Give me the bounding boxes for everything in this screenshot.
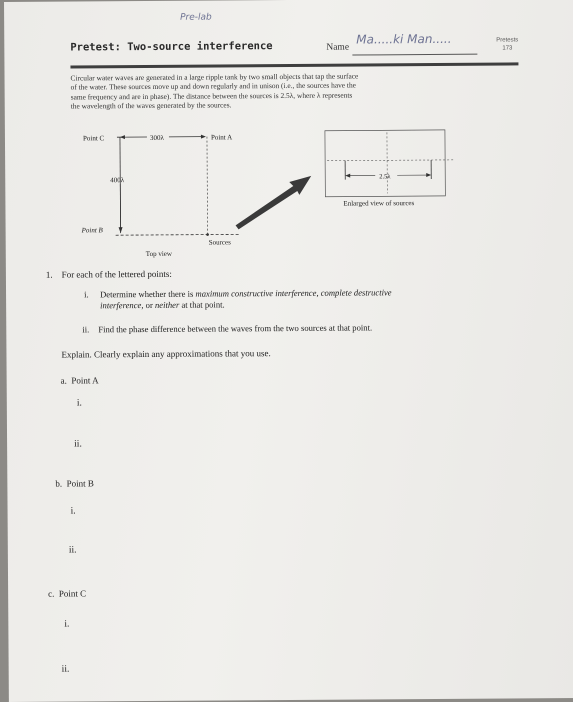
worksheet-page: [4, 0, 573, 702]
dist-25-label: 2.5λ: [379, 173, 391, 180]
top-view: [80, 133, 241, 258]
item-i-text-e: interference: [100, 300, 141, 310]
enlarged-frame: [325, 130, 445, 197]
intro-line: Circular water waves are generated in a large ripple tank by two small objects that tap the surface: [71, 71, 461, 83]
arrow-left-small: [345, 174, 350, 178]
top-view-label: Top view: [146, 250, 173, 258]
name-underline: [352, 54, 477, 56]
item-i: [84, 287, 484, 311]
item-i-text-f: , or: [141, 299, 155, 309]
part-c-letter: c.: [48, 589, 54, 599]
item-i-text-g: neither: [155, 299, 179, 309]
page-number: 173: [496, 44, 518, 52]
pretests-marker: [496, 36, 518, 52]
part-c-roman-ii: ii.: [62, 664, 70, 675]
ripple-tank-diagram: [75, 127, 476, 262]
enlarge-arrow: [235, 176, 311, 230]
source-baseline: [116, 234, 241, 235]
enlarge-arrow-icon: [235, 176, 311, 230]
handwritten-tag: Pre-lab: [180, 13, 212, 23]
item-i-text-c: ,: [316, 288, 320, 298]
header-rule: [70, 62, 518, 68]
part-c: [48, 588, 86, 598]
enlarged-view: [325, 130, 456, 208]
page-title: Pretest: Two-source interference: [70, 40, 272, 53]
part-c-roman-i: i.: [64, 619, 69, 630]
enlarged-dashed-baseline: [327, 160, 455, 161]
intro-paragraph: [71, 71, 461, 111]
part-b-roman-i: i.: [71, 505, 76, 516]
question-number: 1.: [46, 270, 53, 280]
dist-400-label: 400λ: [110, 176, 125, 184]
part-a-letter: a.: [61, 376, 67, 386]
part-b-roman-ii: ii.: [69, 544, 77, 555]
part-b: [55, 478, 94, 488]
part-b-letter: b.: [55, 479, 62, 489]
source-dot: [206, 233, 209, 236]
item-ii: [82, 322, 482, 335]
part-c-label: Point C: [59, 588, 86, 598]
item-i-number: i.: [84, 289, 100, 300]
arrow-right-small: [426, 173, 431, 177]
item-ii-text: Find the phase difference between the waves from the two sources at that point.: [98, 322, 372, 334]
part-a-label: Point A: [71, 375, 98, 385]
arrow-right: [201, 135, 206, 139]
pretests-label: Pretests: [496, 36, 518, 44]
intro-line: of the water. These sources move up and down regularly and in unison (i.e., the sources have the: [71, 80, 461, 92]
item-ii-number: ii.: [82, 324, 98, 335]
sources-label: Sources: [209, 238, 231, 246]
dist-300-label: 300λ: [150, 134, 165, 142]
point-a-label: Point A: [211, 133, 232, 141]
item-i-text-h: at that point.: [179, 299, 224, 309]
item-i-text-d: complete destructive: [321, 287, 392, 297]
question-prompt: For each of the lettered points:: [62, 269, 172, 280]
intro-line: the wavelength of the waves generated by the sources.: [71, 99, 461, 111]
item-i-text-b: maximum constructive interference: [195, 288, 316, 299]
center-dashed-line: [207, 137, 208, 235]
arrow-down: [119, 227, 123, 233]
question-1: [46, 269, 172, 280]
point-b-label: Point B: [81, 226, 104, 234]
name-handwriting: Ma.....ki Man.....: [356, 32, 451, 47]
enlarged-caption: Enlarged view of sources: [343, 199, 414, 207]
intro-line: same frequency and are in phase). The distance between the sources is 2.5λ, where λ represents: [71, 89, 461, 101]
part-a: [61, 375, 99, 385]
part-a-roman-ii: ii.: [74, 438, 82, 449]
item-i-text-a: Determine whether there is: [100, 289, 196, 300]
explain-instruction: Explain. Clearly explain any approximations that you use.: [61, 348, 270, 360]
part-b-label: Point B: [67, 478, 94, 488]
point-c-label: Point C: [83, 134, 105, 142]
name-label: Name: [326, 43, 349, 53]
part-a-roman-i: i.: [77, 397, 82, 408]
